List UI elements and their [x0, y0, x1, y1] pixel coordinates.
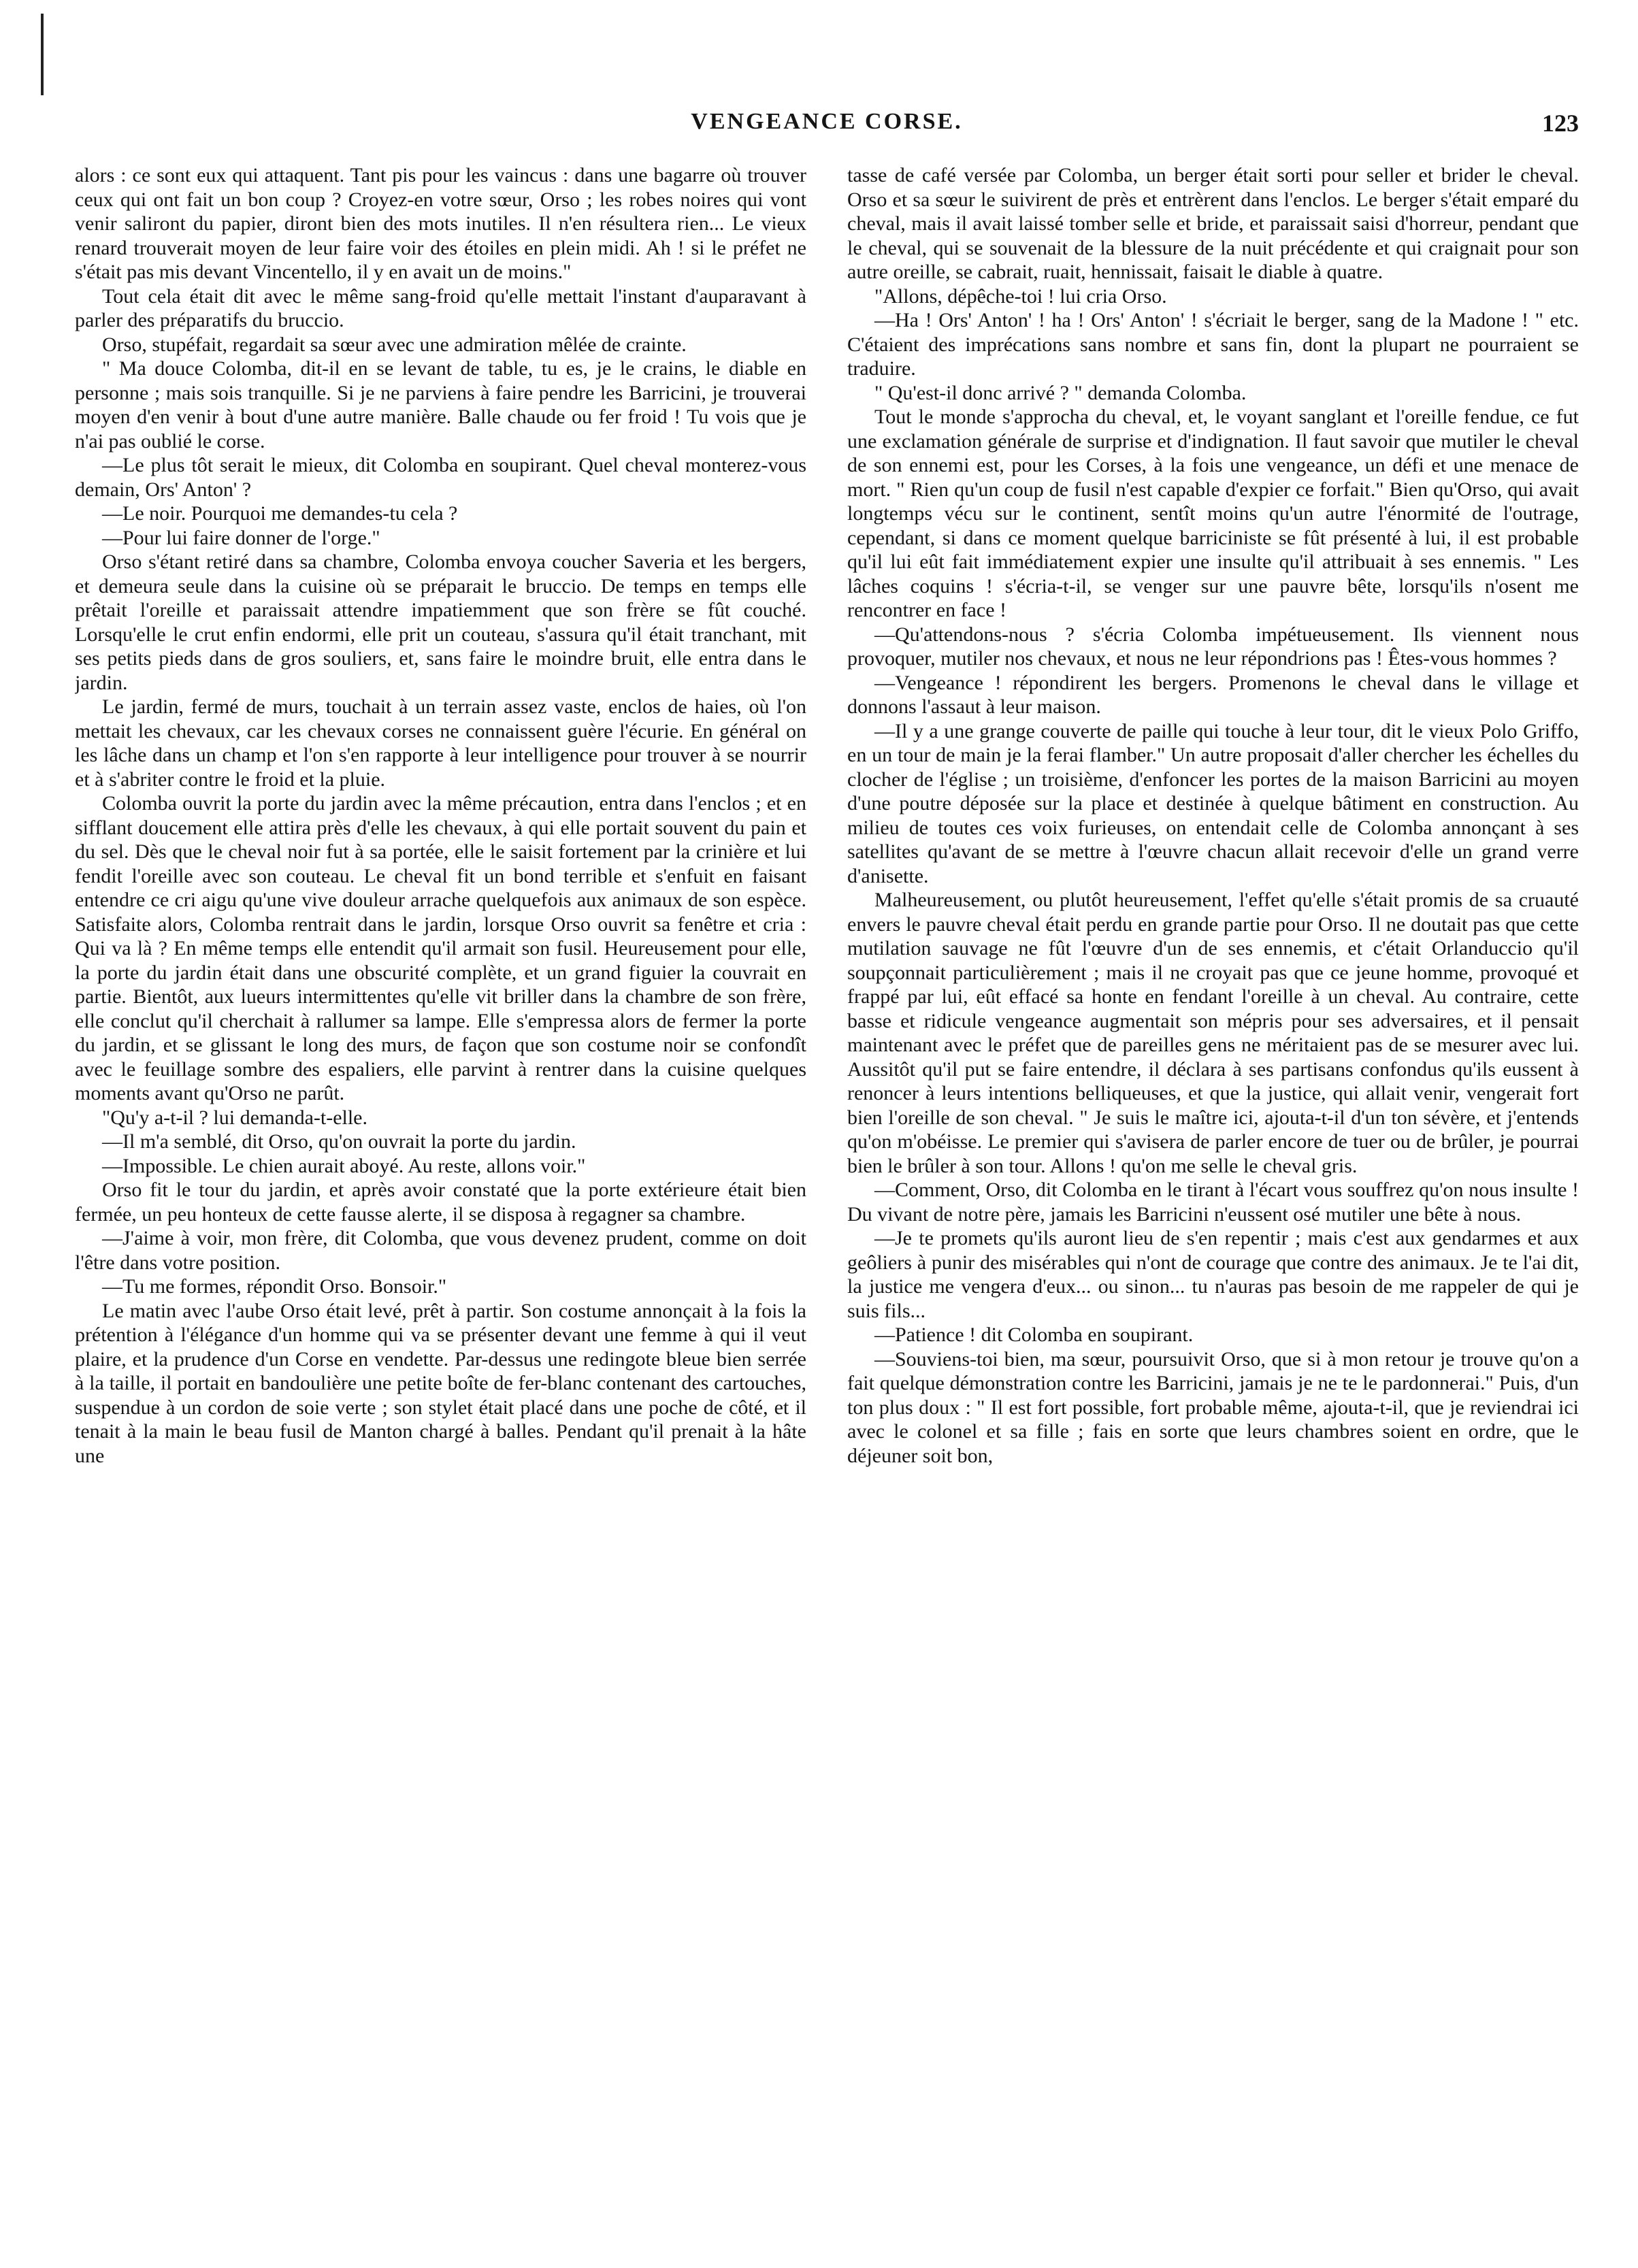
- paragraph: —Patience ! dit Colomba en soupirant.: [874, 1324, 1194, 1346]
- paragraph: —Je te promets qu'ils auront lieu de s'en repentir ; mais c'est aux gendarmes et aux geôliers à punir des misérables qui n'ont de courage que contre des animaux. Je te l'ai dit, la justice me vengera d'eux... ou sinon... tu n'auras pas besoin de me rappeler de qui je suis fils...: [847, 1227, 1579, 1322]
- paragraph: —Comment, Orso, dit Colomba en le tirant à l'écart vous souffrez qu'on nous insulte ! Du vivant de notre père, jamais les Barricini n'eussent osé mutiler une bête à nous.: [847, 1179, 1579, 1226]
- paragraph: —Il m'a semblé, dit Orso, qu'on ouvrait la porte du jardin.: [102, 1130, 576, 1153]
- paragraph: " Qu'est-il donc arrivé ? " demanda Colomba.: [874, 381, 1247, 404]
- paragraph: —Le plus tôt serait le mieux, dit Colomba en soupirant. Quel cheval monterez-vous demain, Ors' Anton' ?: [75, 454, 806, 501]
- running-head: VENGEANCE CORSE.: [691, 109, 963, 134]
- paragraph: —Qu'attendons-nous ? s'écria Colomba impétueusement. Ils viennent nous provoquer, mutiler nos chevaux, et nous ne leur répondrions pas ! Êtes-vous hommes ?: [847, 623, 1579, 670]
- left-column: [75, 163, 806, 2246]
- paragraph: —Le noir. Pourquoi me demandes-tu cela ?: [102, 502, 458, 525]
- paragraph: —Ha ! Ors' Anton' ! ha ! Ors' Anton' ! s'écriait le berger, sang de la Madone ! " etc. C'étaient des imprécations sans nombre et sans fin, dont la plupart ne pourraient se traduire.: [847, 309, 1579, 380]
- paragraph: —Vengeance ! répondirent les bergers. Promenons le cheval dans le village et donnons l'assaut à leur maison.: [847, 671, 1579, 718]
- paragraph: Orso fit le tour du jardin, et après avoir constaté que la porte extérieure était bien fermée, un peu honteux de cette fausse alerte, il se disposa à regagner sa chambre.: [75, 1179, 806, 1226]
- paragraph: Malheureusement, ou plutôt heureusement, l'effet qu'elle s'était promis de sa cruauté envers le pauvre cheval était perdu en grande partie pour Orso. Il ne doutait pas que cette mutilation sauvage ne fût l'œuvre d'un de ses ennemis, et c'était Orlanduccio qu'il soupçonnait particulièrement ; mais il ne croyait pas que ce jeune homme, provoqué et frappé par lui, eût effacé sa honte en fendant l'oreille à un cheval. Au contraire, cette basse et ridicule vengeance augmentait son mépris pour ses adversaires, et il pensait maintenant avec le préfet que de pareilles gens ne méritaient pas de se mesurer avec lui. Aussitôt qu'il put se faire entendre, il déclara à ses partisans confondus qu'ils eussent à renoncer à leurs intentions belliqueuses, et que la justice, qui allait venir, vengerait fort bien l'oreille de son cheval. " Je suis le maître ici, ajouta-t-il d'un ton sévère, et j'entends qu'on m'obéisse. Le premier qui s'avisera de parler encore de tuer ou de brûler, je pourrai bien le brûler à son tour. Allons ! qu'on me selle le cheval gris.: [847, 889, 1579, 1177]
- paragraph: tasse de café versée par Colomba, un berger était sorti pour seller et brider le cheval. Orso et sa sœur le suivirent de près et entrèrent dans l'enclos. Le berger s'était emparé du cheval, mais il avait laissé tomber selle et bride, et paraissait saisi d'horreur, pendant que le cheval, qui se souvenait de la blessure de la nuit précédente et qui craignait pour son autre oreille, se cabrait, ruait, hennissait, faisait le diable à quatre.: [847, 164, 1579, 283]
- paragraph: Orso s'étant retiré dans sa chambre, Colomba envoya coucher Saveria et les bergers, et demeura seule dans la cuisine où se préparait le bruccio. De temps en temps elle prêtait l'oreille et paraissait attendre impatiemment que son frère se fût couché. Lorsqu'elle le crut enfin endormi, elle prit un couteau, s'assura qu'il était tranchant, mit ses petits pieds dans de gros souliers, et, sans faire le moindre bruit, elle entra dans le jardin.: [75, 550, 806, 694]
- paragraph: Colomba ouvrit la porte du jardin avec la même précaution, entra dans l'enclos ; et en sifflant doucement elle attira près d'elle les chevaux, à qui elle portait souvent du pain et du sel. Dès que le cheval noir fut à sa portée, elle le saisit fortement par la crinière et lui fendit l'oreille avec son couteau. Le cheval fit un bond terrible et s'enfuit en faisant entendre ce cri aigu qu'une vive douleur arrache quelquefois aux animaux de son espèce. Satisfaite alors, Colomba rentrait dans le jardin, lorsque Orso ouvrit sa fenêtre et cria : Qui va là ? En même temps elle entendit qu'il armait son fusil. Heureusement pour elle, la porte du jardin était dans une obscurité complète, et un grand figuier la couvrait en partie. Bientôt, aux lueurs intermittentes qu'elle vit briller dans la chambre de son frère, elle conclut qu'il cherchait à rallumer sa lampe. Elle s'empressa alors de fermer la porte du jardin, et se glissant le long des murs, de façon que son costume noir se confondît avec le feuillage sombre des espaliers, elle parvint à rentrer dans la cuisine quelques moments avant qu'Orso ne parût.: [75, 792, 806, 1104]
- paragraph: Tout le monde s'approcha du cheval, et, le voyant sanglant et l'oreille fendue, ce fut une exclamation générale de surprise et d'indignation. Il faut savoir que mutiler le cheval de son ennemi est, pour les Corses, à la fois une vengeance, un défi et une menace de mort. " Rien qu'un coup de fusil n'est capable d'expier ce forfait." Bien qu'Orso, qui avait longtemps vécu sur le continent, sentît moins qu'un autre l'énormité de l'outrage, cependant, si dans ce moment quelque barriciniste se fût présenté à lui, il est probable qu'il lui eût fait immédiatement expier une insulte qu'il attribuait à ses ennemis. " Les lâches coquins ! s'écria-t-il, se venger sur une pauvre bête, lorsqu'ils n'osent me rencontrer en face !: [847, 406, 1579, 621]
- paragraph: alors : ce sont eux qui attaquent. Tant pis pour les vaincus : dans une bagarre où trouver ceux qui ont fait un bon coup ? Croyez-en votre sœur, Orso ; les robes noires qui vont venir saliront du papier, diront bien des mots inutiles. Il n'en résultera rien... Le vieux renard trouverait moyen de leur faire voir des étoiles en plein midi. Ah ! si le préfet ne s'était pas mis devant Vincentello, il y en avait un de moins.": [75, 164, 806, 283]
- margin-rule: [41, 14, 44, 95]
- paragraph: "Allons, dépêche-toi ! lui cria Orso.: [874, 284, 1167, 308]
- paragraph: Le matin avec l'aube Orso était levé, prêt à partir. Son costume annonçait à la fois la prétention à l'élégance d'un homme qui va se présenter devant une femme à qui il veut plaire, et la prudence d'un Corse en vendette. Par-dessus une redingote bleue bien serrée à la taille, il portait en bandoulière une petite boîte de fer-blanc contenant des cartouches, suspendue à un cordon de soie verte ; son stylet était placé dans une poche de côté, et il tenait à la main le beau fusil de Manton chargé à balles. Pendant qu'il prenait à la hâte une: [75, 1299, 806, 1467]
- paragraph: —J'aime à voir, mon frère, dit Colomba, que vous devenez prudent, comme on doit l'être dans votre position.: [75, 1227, 806, 1274]
- paragraph: —Impossible. Le chien aurait aboyé. Au reste, allons voir.": [102, 1154, 586, 1177]
- page-header: [75, 109, 1579, 150]
- page-number: 123: [1542, 110, 1579, 137]
- right-column: [847, 163, 1579, 2246]
- paragraph: —Il y a une grange couverte de paille qui touche à leur tour, dit le vieux Polo Griffo, en un tour de main je la ferai flamber." Un autre proposait d'aller chercher les échelles du clocher de l'église ; un troisième, d'enfoncer les portes de la maison Barricini au moyen d'une poutre déposée sur la place et destinée à quelque bâtiment en construction. Au milieu de toutes ces voix furieuses, on entendait celle de Colomba annonçant à ses satellites qu'avant de se mettre à l'œuvre chacun allait recevoir d'elle un grand verre d'anisette.: [847, 719, 1579, 887]
- paragraph: Le jardin, fermé de murs, touchait à un terrain assez vaste, enclos de haies, où l'on mettait les chevaux, car les chevaux corses ne connaissent guère l'écurie. En général on les lâche dans un champ et l'on s'en rapporte à leur intelligence pour trouver à se nourrir et à s'abriter contre le froid et la pluie.: [75, 695, 806, 791]
- paragraph: " Ma douce Colomba, dit-il en se levant de table, tu es, je le crains, le diable en personne ; mais sois tranquille. Si je ne parviens à faire pendre les Barricini, je trouverai moyen d'en venir à bout d'une autre manière. Balle chaude ou fer froid ! Tu vois que je n'ai pas oublié le corse.: [75, 357, 806, 453]
- paragraph: Orso, stupéfait, regardait sa sœur avec une admiration mêlée de crainte.: [102, 333, 687, 356]
- paragraph: —Souviens-toi bien, ma sœur, poursuivit Orso, que si à mon retour je trouve qu'on a fait quelque démonstration contre les Barricini, jamais je ne te le pardonnerai." Puis, d'un ton plus doux : " Il est fort possible, fort probable même, ajouta-t-il, que je reviendrai ici avec le colonel et sa fille ; fais en sorte que leurs chambres soient en ordre, que le déjeuner soit bon,: [847, 1347, 1579, 1467]
- paragraph: —Tu me formes, répondit Orso. Bonsoir.": [102, 1275, 447, 1298]
- paragraph: —Pour lui faire donner de l'orge.": [102, 526, 380, 549]
- paragraph: "Qu'y a-t-il ? lui demanda-t-elle.: [102, 1106, 367, 1129]
- paragraph: Tout cela était dit avec le même sang-froid qu'elle mettait l'instant d'auparavant à parler des préparatifs du bruccio.: [75, 284, 806, 331]
